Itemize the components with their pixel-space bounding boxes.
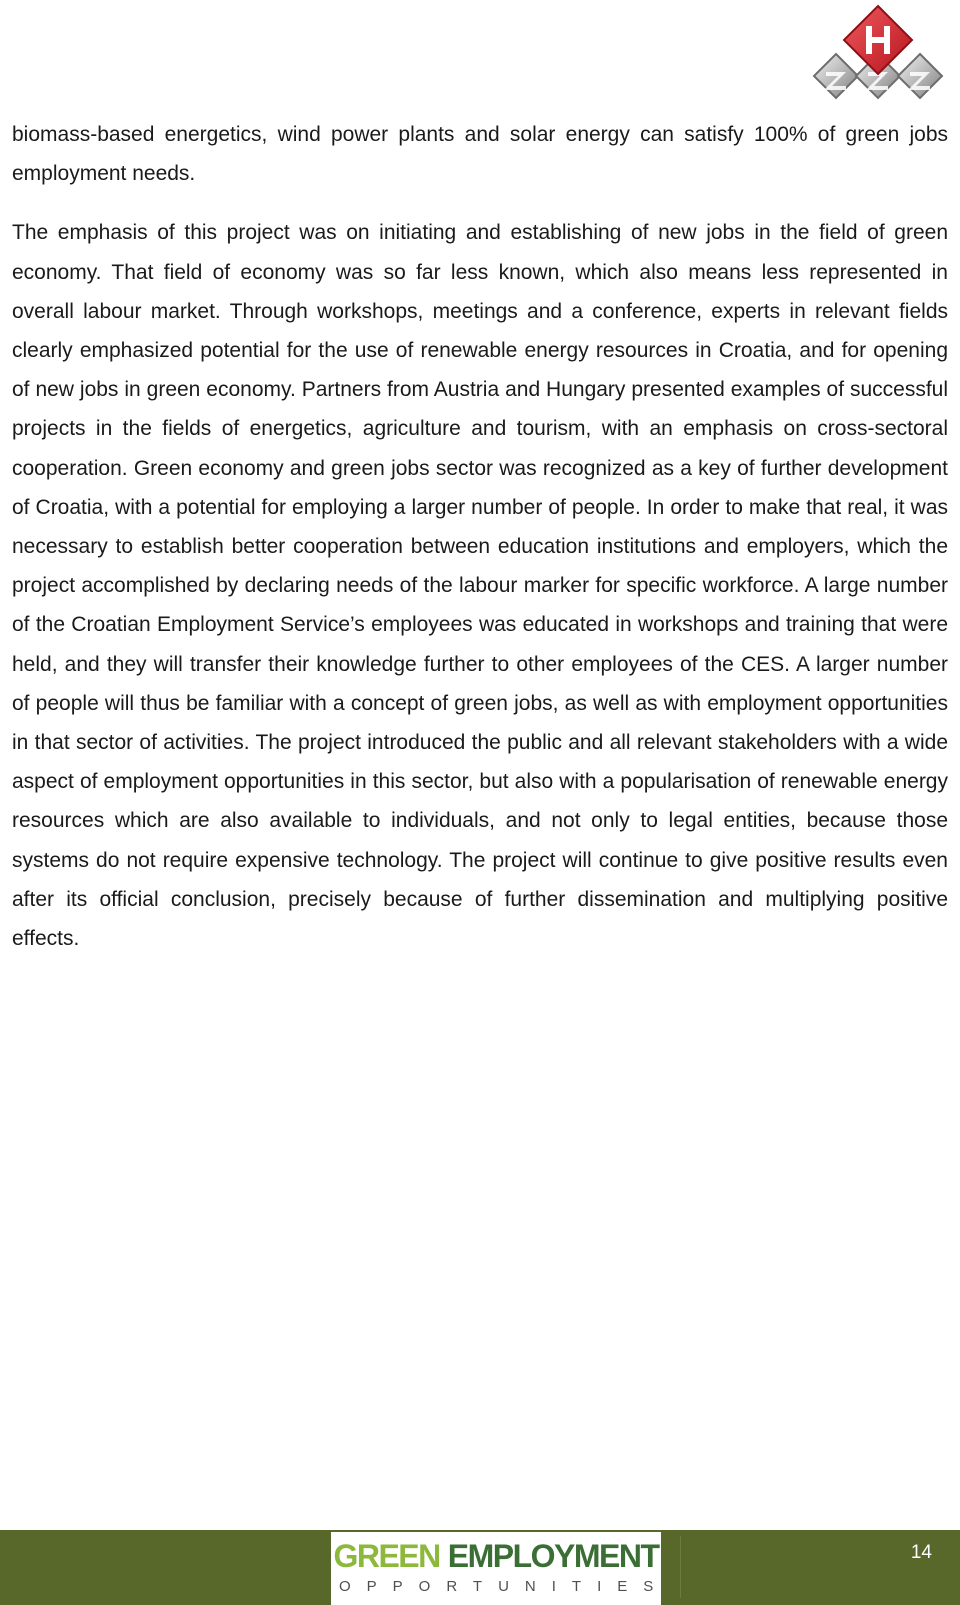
paragraph-1: biomass-based energetics, wind power plants and solar energy can satisfy 100% of green jobs employment needs. [12, 123, 948, 186]
brand-word-employment: EMPLOYMENT [447, 1538, 659, 1574]
footer-divider [680, 1536, 681, 1598]
brand-tagline: OPPORTUNITIES [339, 1578, 670, 1595]
body-text [12, 115, 948, 978]
footer-band [0, 1530, 960, 1605]
footer-brand-logo [331, 1532, 670, 1605]
hzz-diamond-logo-icon [812, 2, 944, 106]
paragraph-2: The emphasis of this project was on initiating and establishing of new jobs in the field of green economy. That field of economy was so far less known, which also means less represented in overall labour market. Through workshops, meetings and a conference, experts in relevant fields clearly emphasized potential for the use of renewable energy resources in Croatia, and for opening of new jobs in green economy. Partners from Austria and Hungary presented examples of successful projects in the fields of energetics, agriculture and tourism, with an emphasis on cross-sectoral cooperation. Green economy and green jobs sector was recognized as a key of further development of Croatia, with a potential for employing a larger number of people. In order to make that real, it was necessary to establish better cooperation between education institutions and employers, which the project accomplished by declaring needs of the labour marker for specific workforce. A large number of the Croatian Employment Service’s employees was educated in workshops and training that were held, and they will transfer their knowledge further to other employees of the CES. A larger number of people will thus be familiar with a concept of green jobs, as well as with employment opportunities in that sector of activities. The project introduced the public and all relevant stakeholders with a wide aspect of employment opportunities in this sector, but also with a popularisation of renewable energy resources which are also available to individuals, and not only to legal entities, because those systems do not require expensive technology. The project will continue to give positive results even after its official conclusion, precisely because of further dissemination and multiplying positive effects. [12, 221, 948, 951]
page-number: 14 [910, 1542, 932, 1563]
brand-title [331, 1537, 661, 1575]
brand-word-green: GREEN [333, 1538, 440, 1574]
